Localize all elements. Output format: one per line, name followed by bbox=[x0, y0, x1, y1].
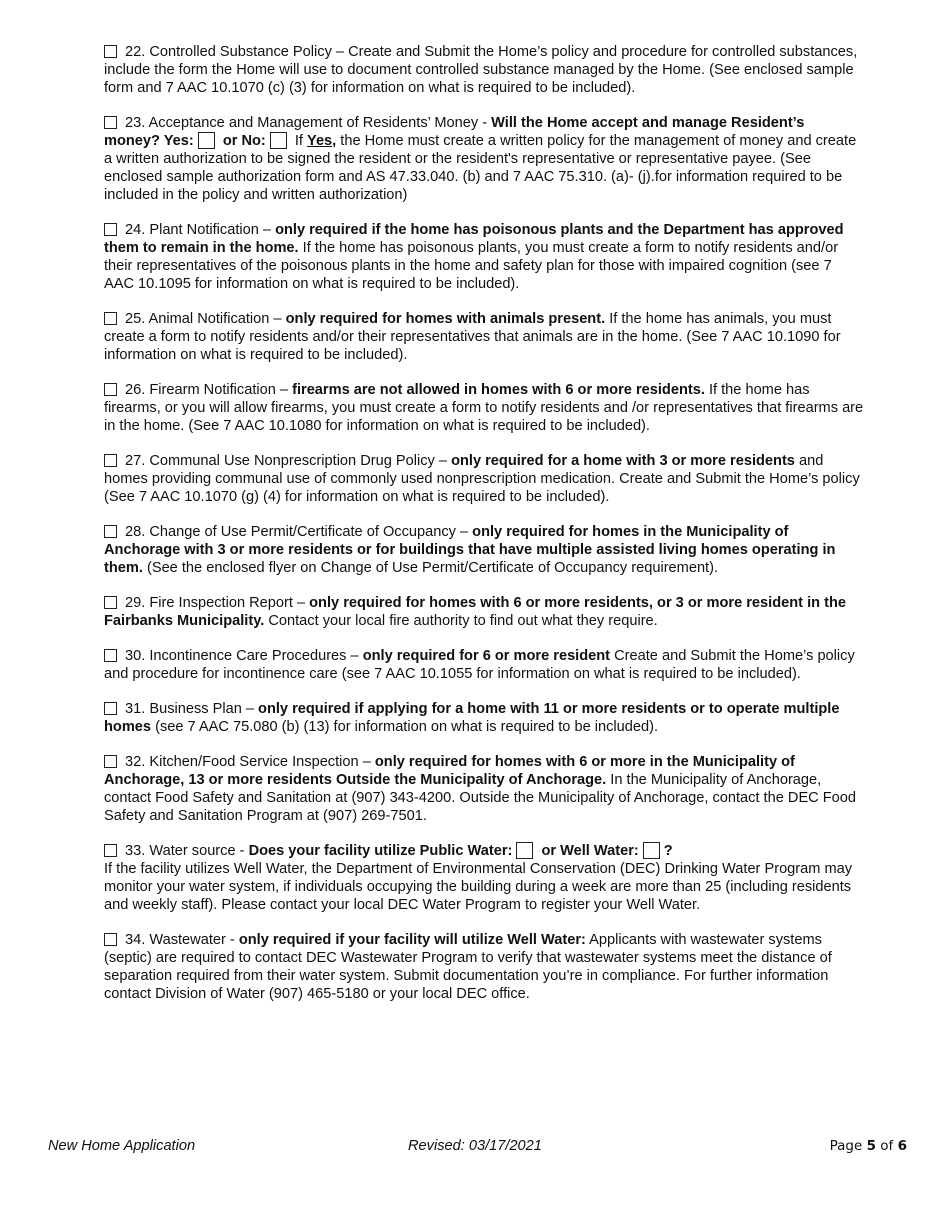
checklist-item-22 bbox=[104, 43, 864, 97]
checklist-item-29 bbox=[104, 594, 864, 630]
item-text: 25. Animal Notification – bbox=[125, 311, 286, 327]
item-checkbox-34[interactable] bbox=[104, 933, 117, 946]
checklist-item-27 bbox=[104, 452, 864, 506]
item-checkbox-33[interactable] bbox=[104, 844, 117, 857]
checklist-item-28 bbox=[104, 523, 864, 577]
item-text: only required for homes with 6 or more residents, or 3 or more resident in the Fairbanks Municipality. bbox=[104, 595, 846, 629]
checklist bbox=[104, 43, 864, 1020]
item-checkbox-25[interactable] bbox=[104, 312, 117, 325]
item-text: only required for 6 or more resident bbox=[362, 648, 611, 664]
item-text: 32. Kitchen/Food Service Inspection – bbox=[125, 754, 375, 770]
item-checkbox-29[interactable] bbox=[104, 596, 117, 609]
item-text: In the Municipality of Anchorage, contact Food Safety and Sanitation at (907) 343-4200. Outside the Municipality of Anchorage, contact the DEC Food Safety and Sanitation Program at (907) 269-7501. bbox=[104, 772, 857, 824]
checkbox-well[interactable] bbox=[643, 842, 660, 859]
item-text: If the facility utilizes Well Water, the Department of Environmental Conservation (DEC) Drinking Water Program may monitor your water system, if individuals occupying the building during a week are more than 25 (including residents and weekly staff). Please contact your local DEC Water Program to register your Well Water. bbox=[104, 861, 853, 913]
item-text: and homes providing communal use of commonly used nonprescription medication. Create and Submit the Home’s policy (See 7 AAC 10.1070 (g) (4) for information on what is required to be included). bbox=[104, 453, 860, 505]
item-text: Does your facility utilize Public Water: bbox=[248, 843, 513, 859]
item-checkbox-26[interactable] bbox=[104, 383, 117, 396]
item-text: 31. Business Plan – bbox=[125, 701, 259, 717]
item-text: only required if applying for a home with 11 or more residents or to operate multiple homes bbox=[104, 701, 840, 735]
item-text: If bbox=[290, 133, 308, 149]
item-text: 22. Controlled Substance Policy – Create and Submit the Home’s policy and procedure for controlled substances, include the form the Home will use to document controlled substance managed by the Home. (See enclosed sample form and 7 AAC 10.1070 (c) (3) for information on what is required to be included). bbox=[104, 44, 858, 96]
item-text: If the home has firearms, or you will allow firearms, you must create a form to notify residents and /or representatives that firearms are in the home. (See 7 AAC 10.1080 for information on what is required to be included). bbox=[104, 382, 864, 434]
item-text: 29. Fire Inspection Report – bbox=[125, 595, 310, 611]
checklist-item-34 bbox=[104, 931, 864, 1003]
footer-page-total: 6 bbox=[897, 1138, 907, 1154]
checkbox-yes[interactable] bbox=[198, 132, 215, 149]
item-text: (See the enclosed flyer on Change of Use Permit/Certificate of Occupancy requirement). bbox=[142, 560, 719, 576]
item-text: Will the Home accept and manage Resident’s money? Yes: bbox=[104, 115, 805, 149]
item-text: 30. Incontinence Care Procedures – bbox=[125, 648, 363, 664]
item-text: ? bbox=[663, 843, 673, 859]
item-checkbox-28[interactable] bbox=[104, 525, 117, 538]
footer-page-prefix: Page bbox=[829, 1138, 867, 1154]
item-text: only required for homes with animals present. bbox=[285, 311, 606, 327]
checklist-item-32 bbox=[104, 753, 864, 825]
item-text: the Home must create a written policy for the management of money and create a written authorization to be signed the resident or the resident's representative or representative payee. (See enclosed sample authorization form and AS 47.33.040. (b) and 7 AAC 75.310. (a)- (j).for information required to be included in the policy and written authorization) bbox=[104, 133, 857, 203]
checklist-item-30 bbox=[104, 647, 864, 683]
footer-page-of: of bbox=[875, 1138, 898, 1154]
checklist-item-31 bbox=[104, 700, 864, 736]
item-text: only required for a home with 3 or more residents bbox=[451, 453, 795, 469]
item-text: firearms are not allowed in homes with 6 or more residents. bbox=[292, 382, 705, 398]
item-text: 34. Wastewater - bbox=[125, 932, 239, 948]
item-text: If the home has poisonous plants, you must create a form to notify residents and/or their representatives of the poisonous plants in the home and safety plan for those with impaired cognition (see 7 AAC 10.1095 for information on what is required to be included). bbox=[104, 240, 839, 292]
footer-page-number bbox=[830, 1138, 907, 1154]
item-checkbox-32[interactable] bbox=[104, 755, 117, 768]
checklist-item-26 bbox=[104, 381, 864, 435]
footer-revised-date: Revised: 03/17/2021 bbox=[408, 1138, 542, 1154]
item-text: or No: bbox=[218, 133, 266, 149]
checklist-item-25 bbox=[104, 310, 864, 364]
item-checkbox-23[interactable] bbox=[104, 116, 117, 129]
item-text: (see 7 AAC 75.080 (b) (13) for information on what is required to be included). bbox=[151, 719, 659, 735]
item-text: 23. Acceptance and Management of Residents’ Money - bbox=[125, 115, 492, 131]
item-text: Yes, bbox=[307, 133, 337, 149]
item-text: only required if your facility will utilize Well Water: bbox=[238, 932, 586, 948]
item-text: or Well Water: bbox=[537, 843, 639, 859]
item-text: 28. Change of Use Permit/Certificate of Occupancy – bbox=[125, 524, 473, 540]
item-checkbox-27[interactable] bbox=[104, 454, 117, 467]
item-text: only required for homes with 6 or more in the Municipality of Anchorage, 13 or more residents Outside the Municipality of Anchorage. bbox=[104, 754, 795, 788]
item-text: 26. Firearm Notification – bbox=[125, 382, 293, 398]
item-text: 33. Water source - bbox=[125, 843, 249, 859]
checklist-item-24 bbox=[104, 221, 864, 293]
item-text: only required if the home has poisonous plants and the Department has approved them to remain in the home. bbox=[104, 222, 844, 256]
item-text: only required for homes in the Municipality of Anchorage with 3 or more residents or for buildings that have multiple assisted living homes operating in them. bbox=[104, 524, 836, 576]
footer-page-current: 5 bbox=[866, 1138, 876, 1154]
item-checkbox-31[interactable] bbox=[104, 702, 117, 715]
item-text: Contact your local fire authority to find out what they require. bbox=[264, 613, 658, 629]
checkbox-public[interactable] bbox=[516, 842, 533, 859]
item-checkbox-22[interactable] bbox=[104, 45, 117, 58]
footer-document-title: New Home Application bbox=[48, 1138, 196, 1154]
item-text: 27. Communal Use Nonprescription Drug Policy – bbox=[125, 453, 452, 469]
item-text: If the home has animals, you must create a form to notify residents and/or their representatives that animals are in the home. (See 7 AAC 10.1090 for information on what is required to be included). bbox=[104, 311, 841, 363]
item-text: 24. Plant Notification – bbox=[125, 222, 276, 238]
item-text: Applicants with wastewater systems (septic) are required to contact DEC Wastewater Program to verify that wastewater systems meet the distance of separation required from their water system. Submit documentation you’re in compliance. For further information contact Division of Water (907) 465-5180 or your local DEC office. bbox=[104, 932, 832, 1002]
page-footer bbox=[0, 1138, 950, 1158]
item-text: Create and Submit the Home’s policy and procedure for incontinence care (see 7 AAC 10.1055 for information on what is required to be included). bbox=[104, 648, 855, 682]
item-checkbox-24[interactable] bbox=[104, 223, 117, 236]
checkbox-no[interactable] bbox=[270, 132, 287, 149]
checklist-item-23 bbox=[104, 114, 864, 204]
checklist-item-33 bbox=[104, 842, 864, 914]
item-checkbox-30[interactable] bbox=[104, 649, 117, 662]
